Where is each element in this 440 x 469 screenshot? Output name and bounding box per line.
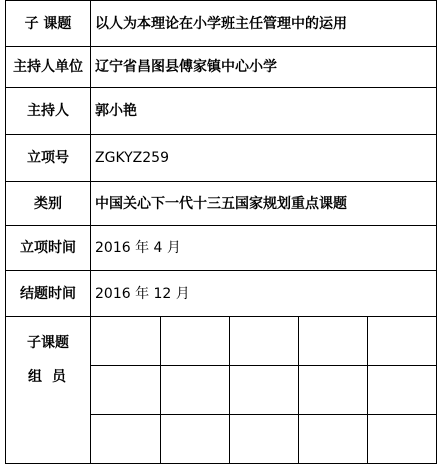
category-value: 中国关心下一代十三五国家规划重点课题	[91, 182, 437, 226]
host-value: 郭小艳	[91, 88, 437, 135]
project-number-value: ZGKYZ259	[91, 135, 437, 182]
host-unit-value: 辽宁省昌图县傅家镇中心小学	[91, 47, 437, 88]
table-row	[6, 226, 437, 271]
member-cell	[299, 366, 368, 415]
table-row	[6, 271, 437, 317]
member-cell	[91, 415, 161, 464]
table-row	[6, 135, 437, 182]
member-cell	[299, 415, 368, 464]
member-cell	[230, 366, 299, 415]
category-label: 类别	[6, 182, 91, 226]
members-label-line1: 子课题	[27, 335, 69, 351]
host-label: 主持人	[6, 88, 91, 135]
approval-date-label: 立项时间	[6, 226, 91, 271]
member-cell	[299, 317, 368, 366]
member-cell	[368, 366, 437, 415]
subtopic-label: 子 课题	[6, 1, 91, 47]
approval-date-value: 2016 年 4 月	[91, 226, 437, 271]
table-row	[6, 1, 437, 47]
table-row	[6, 88, 437, 135]
project-info-table	[5, 0, 437, 464]
member-cell	[91, 366, 161, 415]
member-cell	[161, 415, 230, 464]
member-cell	[230, 415, 299, 464]
table-row	[6, 182, 437, 226]
members-label-line2: 组员	[28, 369, 76, 385]
member-cell	[230, 317, 299, 366]
member-cell	[368, 415, 437, 464]
table-row	[6, 47, 437, 88]
completion-date-label: 结题时间	[6, 271, 91, 317]
members-label	[6, 317, 91, 464]
member-cell	[368, 317, 437, 366]
member-cell	[161, 366, 230, 415]
table-row	[6, 317, 437, 366]
subtopic-value: 以人为本理论在小学班主任管理中的运用	[91, 1, 437, 47]
host-unit-label: 主持人单位	[6, 47, 91, 88]
member-cell	[161, 317, 230, 366]
member-cell	[91, 317, 161, 366]
completion-date-value: 2016 年 12 月	[91, 271, 437, 317]
project-number-label: 立项号	[6, 135, 91, 182]
